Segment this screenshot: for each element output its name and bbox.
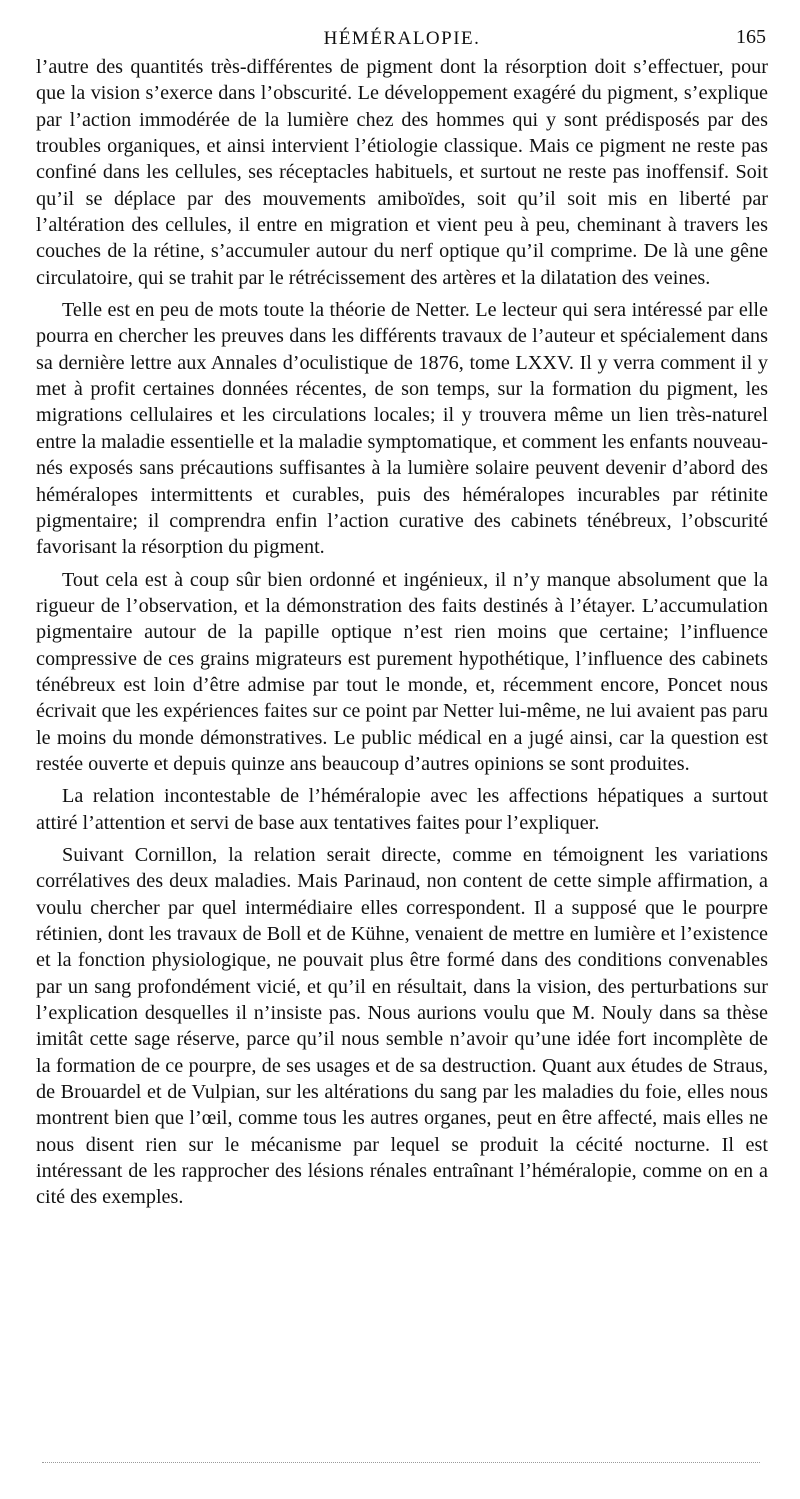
paragraph: Suivant Cornillon, la relation serait directe, comme en témoignent les variations corrélatives des deux maladies. Mais Parinaud, non content de cette simple affirmation, a voulu chercher par quel intermédiaire elles correspondent. Il a supposé que le pourpre rétinien, dont les travaux de Boll et de Kühne, venaient de mettre en lumière et l’existence et la fonction physiologique, ne pouvait plus être formé dans des conditions convenables par un sang profondément vicié, et qu’il en résultait, dans la vision, des perturbations sur l’explication desquelles il n’insiste pas. Nous aurions voulu que M. Nouly dans sa thèse imitât cette sage réserve, parce qu’il nous semble n’avoir qu’une idée fort incomplète de la formation de ce pourpre, de ses usages et de sa destruction. Quant aux études de Straus, de Brouardel et de Vulpian, sur les altérations du sang par les maladies du foie, elles nous montrent bien que l’œil, comme tous les autres organes, peut en être affecté, mais elles ne nous disent rien sur le mécanisme par lequel se produit la cécité nocturne. Il est intéressant de les rapprocher des lésions rénales entraînant l’héméralopie, comme on en a cité des exemples. — [36, 843, 768, 1209]
paragraph: Tout cela est à coup sûr bien ordonné et ingénieux, il n’y manque absolument que la rigueur de l’observation, et la démonstration des faits destinés à l’étayer. L’accumulation pigmentaire autour de la papille optique n’est rien moins que certaine; l’influence compressive de ces grains migrateurs est purement hypothétique, l’influence des cabinets ténébreux est loin d’être admise par tout le monde, et, récemment encore, Poncet nous écrivait que les expériences faites sur ce point par Netter lui-même, ne lui avaient pas paru le moins du monde démonstratives. Le public médical en a jugé ainsi, car la question est restée ouverte et depuis quinze ans beaucoup d’autres opinions se sont produites. — [36, 568, 768, 775]
book-page — [36, 26, 768, 1217]
page-number: 165 — [736, 26, 766, 48]
body-text — [36, 54, 768, 1211]
paragraph: l’autre des quantités très-différentes de pigment dont la résorption doit s’effectuer, pour que la vision s’exerce dans l’obscurité. Le développement exagéré du pigment, s’explique par l’action immodérée de la lumière chez des hommes qui y sont prédisposés par des troubles organiques, et ainsi intervient l’étiologie classique. Mais ce pigment ne reste pas confiné dans les cellules, ses réceptacles habituels, et surtout ne reste pas inoffensif. Soit qu’il se déplace par des mouvements amiboïdes, soit qu’il soit mis en liberté par l’altération des cellules, il entre en migration et vient peu à peu, cheminant à travers les couches de la rétine, s’accumuler autour du nerf optique qu’il comprime. De là une gêne circulatoire, qui se trahit par le rétrécissement des artères et la dilatation des veines. — [36, 56, 768, 289]
footer-divider — [42, 1462, 760, 1463]
paragraph: Telle est en peu de mots toute la théorie de Netter. Le lecteur qui sera intéressé par elle pourra en chercher les preuves dans les différents travaux de l’auteur et spécialement dans sa dernière lettre aux Annales d’oculistique de 1876, tome LXXV. Il y verra comment il y met à profit certaines données récentes, de son temps, sur la formation du pigment, les migrations cellulaires et les circulations locales; il y trouvera même un lien très-naturel entre la maladie essentielle et la maladie symptomatique, et comment les enfants nouveau-nés exposés sans précautions suffisantes à la lumière solaire peuvent devenir d’abord des héméralopes intermittents et curables, puis des héméralopes incurables par rétinite pigmentaire; il comprendra enfin l’action curative des cabinets ténébreux, l’obscurité favorisant la résorption du pigment. — [36, 299, 768, 559]
paragraph: La relation incontestable de l’héméralopie avec les affections hépatiques a surtout attiré l’attention et servi de base aux tentatives faites pour l’expliquer. — [36, 785, 768, 834]
running-title: HÉMÉRALOPIE. — [323, 28, 481, 49]
running-head — [36, 26, 768, 54]
